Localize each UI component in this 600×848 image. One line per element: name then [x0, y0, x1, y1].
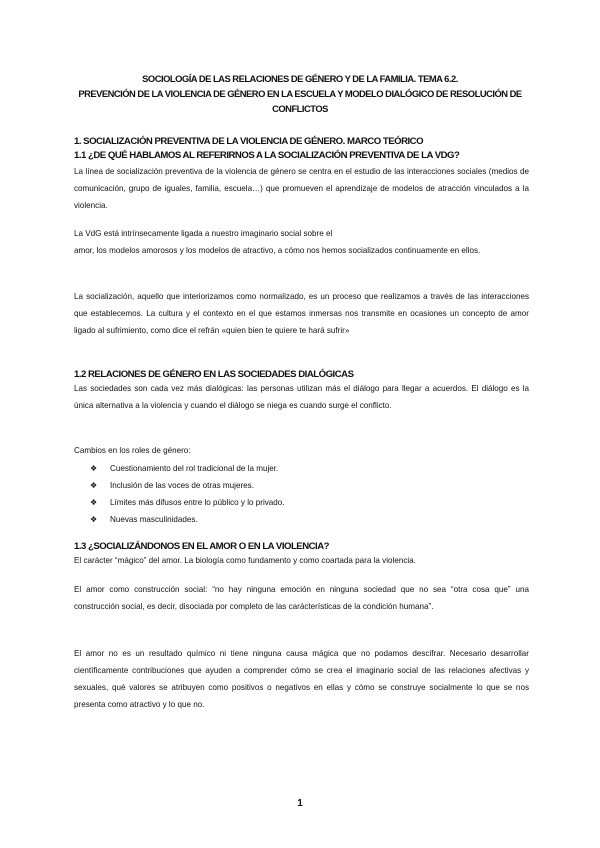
diamond-bullet-icon: ❖ — [90, 464, 98, 473]
list-item — [90, 477, 510, 494]
diamond-bullet-icon: ❖ — [90, 498, 98, 507]
paragraph-3: La socialización, aquello que interiorizamos como normalizado, es un proceso que realizamos a través de las interacciones que establecemos. La cultura y el contexto en el que estamos inmersas nos transmite en ocasiones un concepto de amor ligado al sufrimiento, como dice el refrán «quien bien te quiere te hará sufrir» — [74, 292, 529, 335]
list-item — [90, 460, 510, 477]
document-title-line-2: PREVENCIÓN DE LA VIOLENCIA DE GÉNERO EN LA ESCUELA Y MODELO DIALÓGICO DE RESOLUCIÓN DE — [78, 88, 522, 99]
paragraph-5: Cambios en los roles de género: — [74, 446, 191, 455]
section-1-2-heading: 1.2 RELACIONES DE GÉNERO EN LAS SOCIEDADES DIALÓGICAS — [74, 369, 354, 380]
section-1-1-heading: 1.1 ¿DE QUÉ HABLAMOS AL REFERIRNOS A LA SOCIALIZACIÓN PREVENTIVA DE LA VDG? — [74, 150, 460, 161]
paragraph-4: Las sociedades son cada vez más dialógicas: las personas utilizan más el diálogo para llegar a acuerdos. El diálogo es la única alternativa a la violencia y cuando el diálogo se niega es cuando surge el conflicto. — [74, 384, 529, 410]
document-title-line-3: CONFLICTOS — [272, 103, 328, 114]
list-item-text: Inclusión de las voces de otras mujeres. — [110, 481, 254, 490]
diamond-bullet-icon: ❖ — [90, 481, 98, 490]
section-1-heading: 1. SOCIALIZACIÓN PREVENTIVA DE LA VIOLENCIA DE GÉNERO. MARCO TEÓRICO — [74, 136, 424, 147]
paragraph-1: La línea de socialización preventiva de la violencia de género se centra en el estudio de las interacciones sociales (medios de comunicación, grupo de iguales, familia, escuela…) que promueven el aprendizaje de modelos de atracción vinculados a la violencia. — [74, 167, 529, 210]
list-item-text: Límites más difusos entre lo público y lo privado. — [110, 498, 285, 507]
list-item-text: Cuestionamiento del rol tradicional de la mujer. — [110, 464, 279, 473]
paragraph-7: El amor como construcción social: “no hay ninguna emoción en ninguna sociedad que no sea “otra cosa que” una construcción social, es decir, disociada por completo de las carácterísticas de la condición humana”. — [74, 585, 529, 611]
paragraph-8: El amor no es un resultado químico ni tiene ninguna causa mágica que no podamos descifrar. Necesario desarrollar científicamente contribuciones que ayuden a comprender cómo se crea el imaginario social de las relaciones afectivas y sexuales, qué valores se atribuyen como positivos o negativos en ellas y cómo se construye socialmente lo que se nos presenta como atractivo y lo que no. — [74, 649, 529, 709]
list-item — [90, 511, 510, 528]
section-1-3-heading: 1.3 ¿SOCIALIZÁNDONOS EN EL AMOR O EN LA VIOLENCIA? — [74, 541, 330, 552]
paragraph-6: El carácter “mágico” del amor. La biología como fundamento y como coartada para la violencia. — [74, 556, 416, 565]
paragraph-2: amor, los modelos amorosos y los modelos de atractivo, a cómo nos hemos socializados continuamente en ellos. — [74, 246, 481, 255]
document-title-line-1: SOCIOLOGÍA DE LAS RELACIONES DE GÉNERO Y DE LA FAMILIA. TEMA 6.2. — [142, 73, 458, 84]
gender-roles-list — [90, 460, 510, 528]
diamond-bullet-icon: ❖ — [90, 515, 98, 524]
list-item-text: Nuevas masculinidades. — [110, 515, 198, 524]
list-item — [90, 494, 510, 511]
page-number: 1 — [297, 798, 303, 809]
paragraph-2-line-1: La VdG está intrínsecamente ligada a nuestro imaginario social sobre el — [74, 229, 333, 238]
